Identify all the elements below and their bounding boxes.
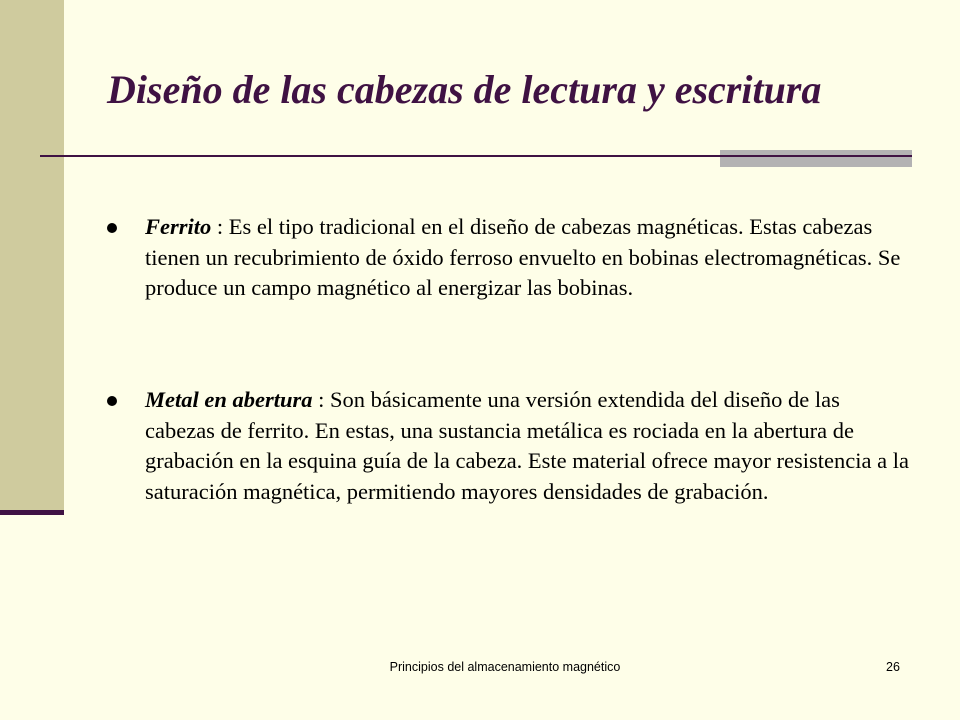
title-rule-accent-line [720, 155, 912, 157]
footer-title: Principios del almacenamiento magnético [389, 660, 621, 674]
left-decorative-band [0, 0, 64, 512]
bullet-separator: : [312, 387, 331, 412]
page-number: 26 [886, 660, 900, 674]
bullet-separator: : [211, 214, 229, 239]
bullet-description: Son básicamente una versión extendida del diseño de las cabezas de ferrito. En estas, una sustancia metálica es rociada en la abertura de grabación en la esquina guía de la cabeza. Este material ofrece mayor resistencia a la saturación magnética, permitiendo mayores densidades de grabación. [145, 387, 909, 504]
bullet-term: Metal en abertura [145, 387, 313, 412]
title-rule-accent [720, 150, 912, 167]
left-band-underline [0, 510, 64, 515]
slide-title: Diseño de las cabezas de lectura y escritura [107, 67, 822, 112]
bullet-dot-icon [107, 396, 117, 406]
bullet-text [145, 212, 915, 304]
bullet-dot-icon [107, 223, 117, 233]
bullet-term: Ferrito [145, 214, 212, 239]
bullet-description: Es el tipo tradicional en el diseño de cabezas magnéticas. Estas cabezas tienen un recubrimiento de óxido ferroso envuelto en bobinas electromagnéticas. Se produce un campo magnético al energizar las bobinas. [145, 214, 901, 300]
bullet-text [145, 385, 915, 507]
